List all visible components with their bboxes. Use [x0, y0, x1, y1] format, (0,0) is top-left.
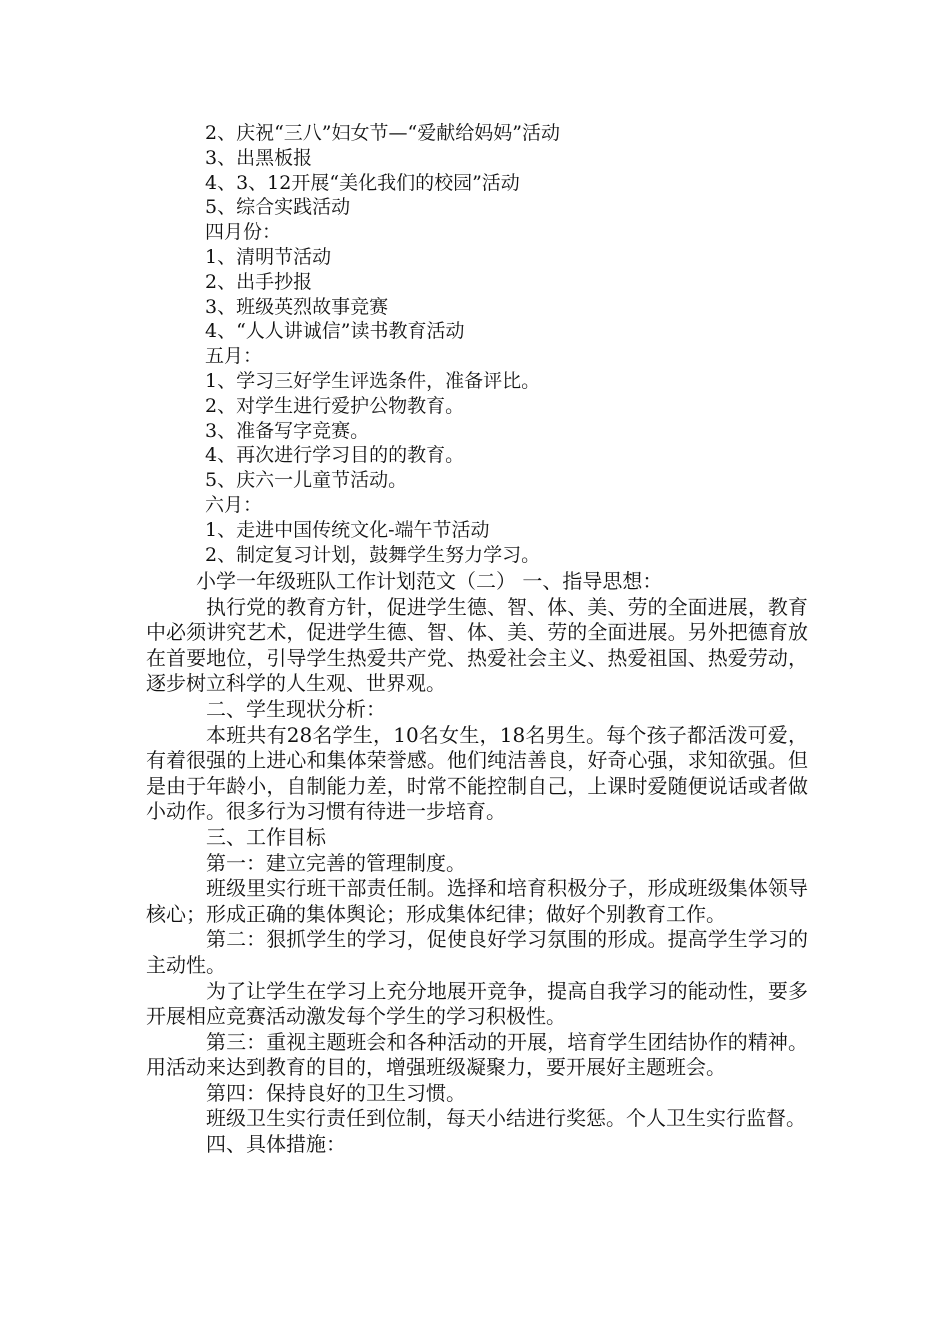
list-item: 3、出黑板报	[205, 146, 313, 169]
list-item: 4、“人人讲诚信”读书教育活动	[205, 320, 465, 343]
goal-four: 第四：保持良好的卫生习惯。	[206, 1080, 466, 1105]
heading-student-analysis: 二、学生现状分析：	[206, 696, 386, 721]
monthly-activity-list	[205, 121, 845, 567]
month-heading: 四月份：	[205, 221, 282, 244]
heading-measures: 四、具体措施：	[206, 1132, 346, 1157]
paragraph-goal-one: 班级里实行班干部责任制。选择和培育积极分子，形成班级集体领导核心；形成正确的集体舆论；形成集体纪律；做好个别教育工作。	[146, 876, 808, 926]
month-heading: 五月：	[205, 345, 263, 368]
list-item: 2、制定复习计划，鼓舞学生努力学习。	[205, 543, 541, 566]
list-item: 1、走进中国传统文化-端午节活动	[205, 518, 490, 541]
section-title: 小学一年级班队工作计划范文（二） 一、指导思想：	[196, 569, 663, 593]
goal-one: 第一：建立完善的管理制度。	[206, 850, 466, 875]
list-item: 4、3、12开展“美化我们的校园”活动	[205, 171, 520, 194]
list-item: 5、庆六一儿童节活动。	[205, 469, 408, 492]
list-item: 3、班级英烈故事竞赛	[205, 295, 389, 318]
heading-work-goals: 三、工作目标	[206, 824, 326, 849]
list-item: 1、学习三好学生评选条件，准备评比。	[205, 369, 541, 392]
list-item: 2、出手抄报	[205, 270, 313, 293]
paragraph-guiding-thought: 执行党的教育方针，促进学生德、智、体、美、劳的全面进展，教育中必须讲究艺术，促进学生德、智、体、美、劳的全面进展。另外把德育放在首要地位，引导学生热爱共产党、热爱社会主义、热爱祖国、热爱劳动，逐步树立科学的人生观、世界观。	[146, 594, 808, 696]
plan-body	[146, 569, 808, 1158]
paragraph-goal-two: 为了让学生在学习上充分地展开竞争，提高自我学习的能动性，要多开展相应竞赛活动激发每个学生的学习积极性。	[146, 978, 808, 1029]
paragraph-goal-four: 班级卫生实行责任到位制，每天小结进行奖惩。个人卫生实行监督。	[206, 1106, 806, 1131]
list-item: 2、庆祝“三八”妇女节—“爱献给妈妈”活动	[205, 122, 560, 144]
goal-three: 第三：重视主题班会和各种活动的开展，培育学生团结协作的精神。用活动来达到教育的目的，增强班级凝聚力，要开展好主题班会。	[146, 1029, 808, 1080]
list-item: 1、清明节活动	[205, 245, 332, 268]
list-item: 2、对学生进行爱护公物教育。	[205, 394, 465, 417]
goal-two: 第二：狠抓学生的学习，促使良好学习氛围的形成。提高学生学习的主动性。	[146, 927, 808, 977]
list-item: 3、准备写字竞赛。	[205, 419, 370, 442]
list-item: 5、综合实践活动	[205, 196, 351, 219]
list-item: 4、再次进行学习目的的教育。	[205, 444, 465, 467]
paragraph-student-analysis: 本班共有28名学生，10名女生，18名男生。每个孩子都活泼可爱，有着很强的上进心和集体荣誉感。他们纯洁善良，好奇心强，求知欲强。但是由于年龄小，自制能力差，时常不能控制自己，上课时爱随便说话或者做小动作。很多行为习惯有待进一步培育。	[146, 722, 808, 824]
month-heading: 六月：	[205, 493, 263, 516]
